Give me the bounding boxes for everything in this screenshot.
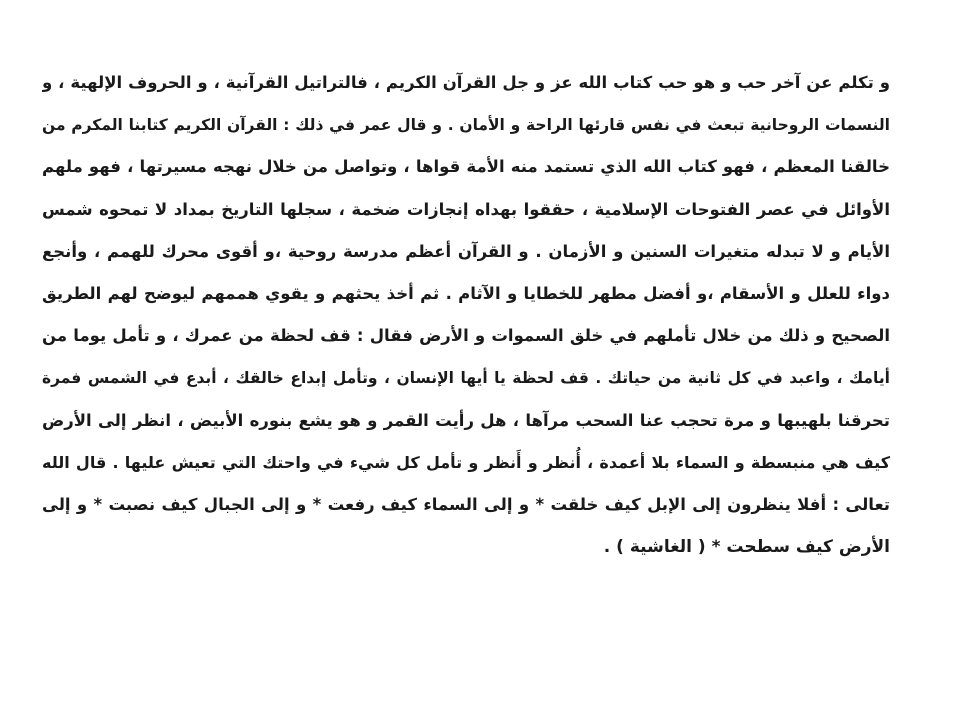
text-line: تعالى : أفلا ينظرون إلى الإبل كيف خلقت * و إلى السماء كيف رفعت * و إلى الجبال كيف نصبت * و إلى — [42, 494, 890, 514]
text-line: الصحيح و ذلك من خلال تأملهم في خلق السموات و الأرض فقال : قف لحظة من عمرك ، و تأمل يوما من — [42, 326, 890, 346]
text-line-last: الأرض كيف سطحت * ( الغاشية ) . — [603, 537, 890, 558]
text-line: أيامك ، واعبد في كل ثانية من حياتك . قف لحظة يا أيها الإنسان ، وتأمل إبداع خالقك ، أبدع في الشمس فمرة — [42, 369, 890, 388]
text-line: تحرقنا بلهيبها و مرة تحجب عنا السحب مرآها ، هل رأيت القمر و هو يشع بنوره الأبيض ، انظر إلى الأرض — [42, 410, 890, 430]
text-line: و تكلم عن آخر حب و هو حب كتاب الله عز و جل القرآن الكريم ، فالتراتيل القرآنية ، و الحروف الإلهية ، و — [42, 73, 890, 92]
text-line: الأوائل في عصر الفتوحات الإسلامية ، حققوا بهداه إنجازات ضخمة ، سجلها التاريخ بمداد لا تمحوه شمس — [42, 199, 890, 219]
text-line: خالقنا المعظم ، فهو كتاب الله الذي تستمد منه الأمة قواها ، وتواصل من خلال نهجه مسيرتها ، فهو ملهم — [42, 157, 890, 177]
arabic-text-block — [42, 62, 890, 568]
text-line: الأيام و لا تبدله متغيرات السنين و الأزمان . و القرآن أعظم مدرسة روحية ،و أقوى محرك للهمم ، وأنجع — [42, 241, 890, 261]
text-line: النسمات الروحانية تبعث في نفس قارئها الراحة و الأمان . و قال عمر في ذلك : القرآن الكريم كتابنا المكرم من — [42, 116, 890, 135]
text-line: دواء للعلل و الأسقام ،و أفضل مطهر للخطايا و الآثام . ثم أخذ يحثهم و يقوي هممهم ليوضح لهم الطريق — [42, 283, 890, 303]
text-line: كيف هي منبسطة و السماء بلا أعمدة ، أُنظر و أَنظر و تأمل كل شيء في واحتك التي تعيش عليها . قال الله — [42, 452, 890, 472]
